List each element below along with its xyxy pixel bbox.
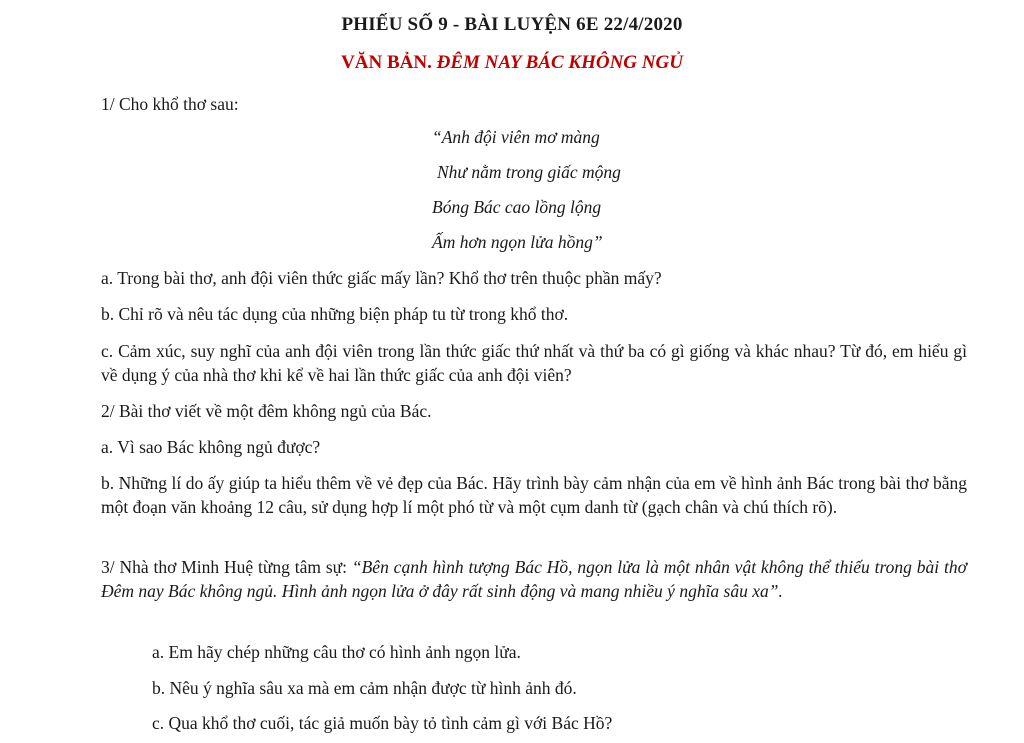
section2-question-b: b. Những lí do ấy giúp ta hiểu thêm về vẻ đẹp của Bác. Hãy trình bày cảm nhận của em về hình ảnh Bác trong bài thơ bằng một đoạn văn khoảng 12 câu, sử dụng hợp lí một phó từ và một cụm danh từ (gạch chân và chú thích rõ). <box>101 473 967 517</box>
section3-quote: “Bên cạnh hình tượng Bác Hồ, ngọn lửa là một nhân vật không thể thiếu trong bài thơ Đêm nay Bác không ngủ. Hình ảnh ngọn lửa ở đây rất sinh động và mang nhiều ý nghĩa sâu xa”. <box>101 557 967 601</box>
text-subtitle <box>0 52 1024 74</box>
section3-question-a: a. Em hãy chép những câu thơ có hình ảnh ngọn lửa. <box>152 642 521 662</box>
section3-intro-text: 3/ Nhà thơ Minh Huệ từng tâm sự: <box>101 557 352 577</box>
worksheet-title: PHIẾU SỐ 9 - BÀI LUYỆN 6E 22/4/2020 <box>341 14 683 35</box>
section1-intro: 1/ Cho khổ thơ sau: <box>101 94 239 114</box>
subtitle-prefix: VĂN BẢN. <box>341 52 437 73</box>
section3-question-b: b. Nêu ý nghĩa sâu xa mà em cảm nhận được từ hình ảnh đó. <box>152 678 577 698</box>
section1-question-b: b. Chỉ rõ và nêu tác dụng của những biện pháp tu từ trong khổ thơ. <box>101 304 569 324</box>
section2-question-a: a. Vì sao Bác không ngủ được? <box>101 437 321 457</box>
poem-line-1: “Anh đội viên mơ màng <box>432 127 600 147</box>
section3-question-c: c. Qua khổ thơ cuối, tác giả muốn bày tỏ tình cảm gì với Bác Hồ? <box>152 713 613 733</box>
section2-intro: 2/ Bài thơ viết về một đêm không ngủ của Bác. <box>101 401 432 421</box>
poem-line-2: Như nằm trong giấc mộng <box>437 162 621 182</box>
section3-intro <box>101 555 967 603</box>
subtitle-work-name: ĐÊM NAY BÁC KHÔNG NGỦ <box>436 52 683 73</box>
poem-line-3: Bóng Bác cao lồng lộng <box>432 197 602 217</box>
poem-line-4: Ấm hơn ngọn lửa hồng” <box>432 232 603 252</box>
section1-question-a: a. Trong bài thơ, anh đội viên thức giấc mấy lần? Khổ thơ trên thuộc phần mấy? <box>101 268 662 288</box>
section1-question-c: c. Cảm xúc, suy nghĩ của anh đội viên trong lần thức giấc thứ nhất và thứ ba có gì giống và khác nhau? Từ đó, em hiểu gì về dụng ý của nhà thơ khi kể về hai lần thức giấc của anh đội viên? <box>101 341 967 385</box>
